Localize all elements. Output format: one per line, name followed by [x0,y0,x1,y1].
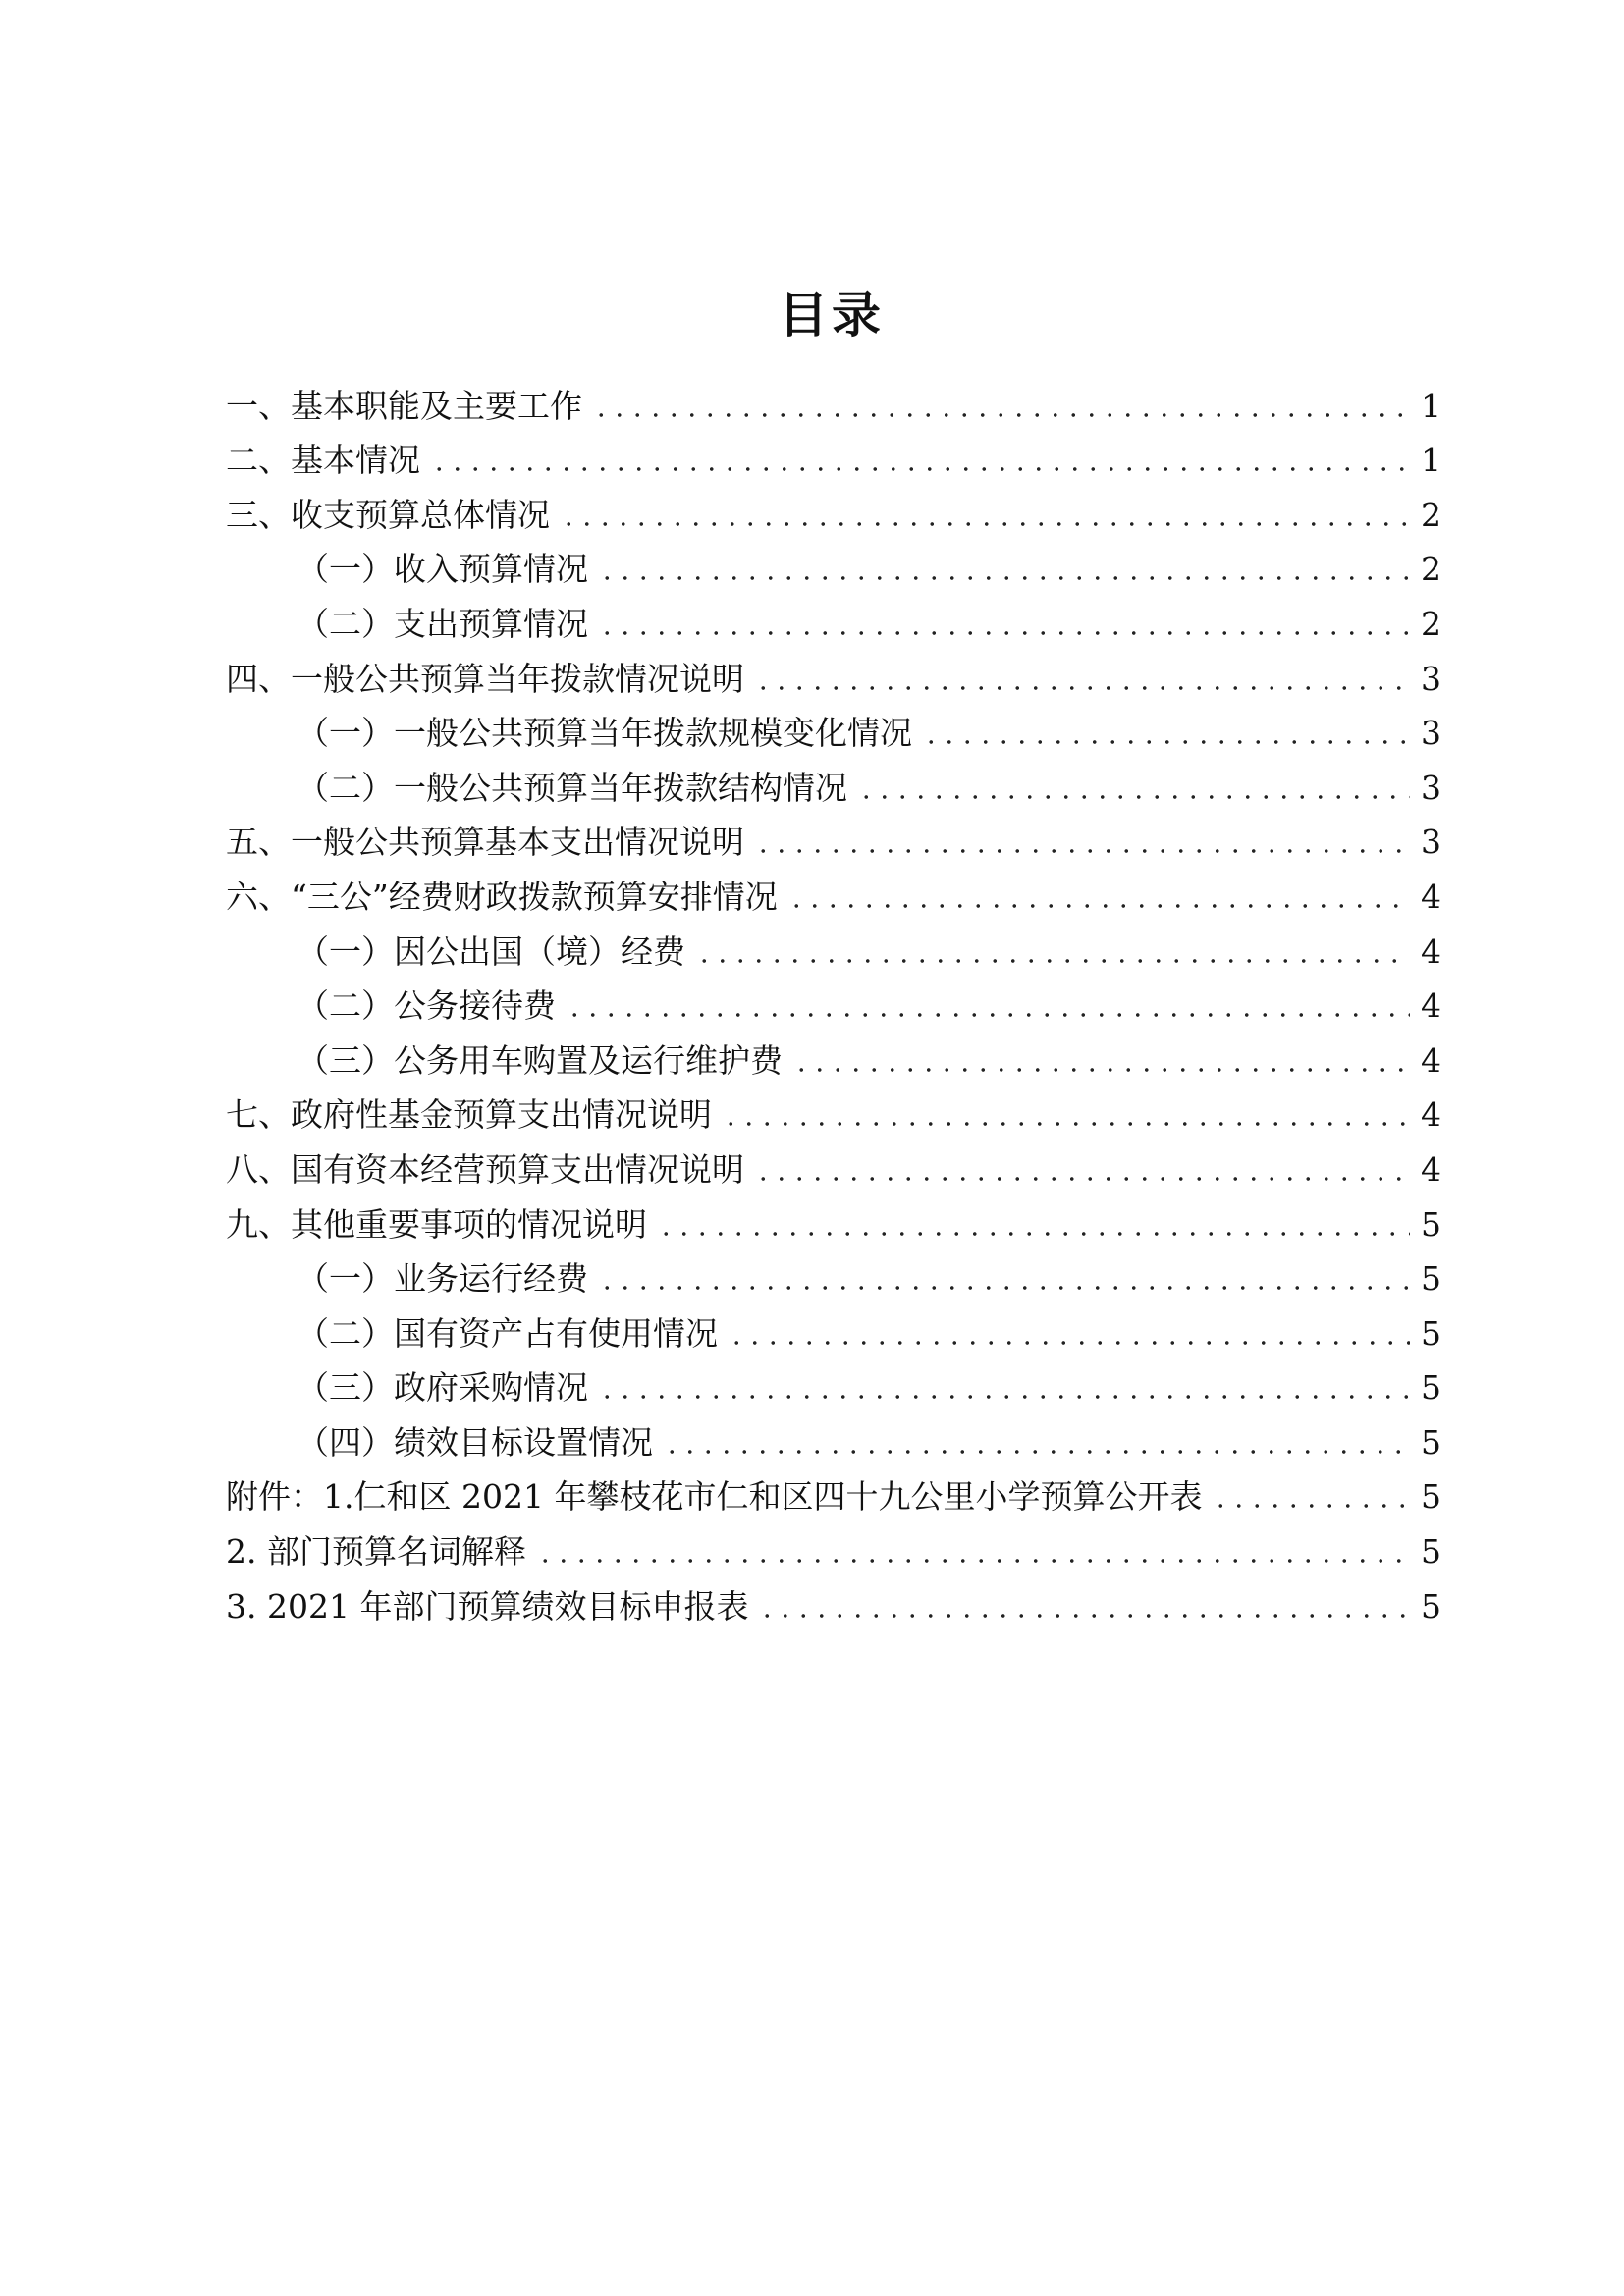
toc-entry-label: （四）绩效目标设置情况 [297,1422,653,1462]
toc-entry-page: 2 [1421,495,1441,534]
toc-entry[interactable] [226,426,1441,481]
toc-entry[interactable] [226,808,1441,863]
dot-leader [792,1067,1410,1073]
toc-subentry[interactable] [226,1299,1441,1354]
toc-subentry[interactable] [226,589,1441,644]
dot-leader [657,1231,1410,1237]
dot-leader [722,1121,1410,1127]
dot-leader [728,1340,1410,1346]
toc-entry-label: （三）政府采购情况 [297,1368,588,1408]
toc-entry-page: 1 [1421,386,1441,425]
toc-subentry[interactable] [226,972,1441,1027]
dot-leader [857,794,1410,800]
toc-subentry[interactable] [226,1408,1441,1463]
toc-entry-page: 3 [1421,768,1441,807]
toc-entry-page: 4 [1421,1149,1441,1189]
toc-entry-page: 5 [1421,1313,1441,1353]
dot-leader [922,739,1410,745]
toc-entry-page: 5 [1421,1422,1441,1462]
dot-leader [695,958,1410,964]
toc-list [226,371,1441,1627]
dot-leader [754,685,1410,691]
dot-leader [758,1613,1410,1619]
dot-leader [598,1394,1410,1400]
toc-entry-page: 5 [1421,1259,1441,1299]
dot-leader [787,903,1410,909]
dot-leader [1212,1503,1410,1509]
toc-entry-page: 2 [1421,604,1441,643]
toc-entry-label: 三、收支预算总体情况 [226,495,550,534]
toc-entry-label: 一、基本职能及主要工作 [226,386,582,425]
toc-entry[interactable] [226,371,1441,426]
toc-entry[interactable] [226,1190,1441,1245]
toc-entry-page: 4 [1421,1041,1441,1080]
toc-entry-page: 5 [1421,1477,1441,1517]
toc-entry[interactable] [226,1081,1441,1136]
toc-entry-label: （一）因公出国（境）经费 [297,932,685,971]
toc-entry-page: 4 [1421,932,1441,971]
dot-leader [536,1558,1410,1564]
dot-leader [598,630,1410,636]
dot-leader [560,521,1410,527]
toc-entry-page: 2 [1421,550,1441,589]
toc-subentry[interactable] [226,1245,1441,1300]
toc-subentry[interactable] [226,699,1441,754]
dot-leader [754,1176,1410,1182]
toc-entry-label: （二）公务接待费 [297,987,556,1026]
dot-leader [754,848,1410,854]
toc-entry-page: 5 [1421,1368,1441,1408]
toc-entry-label: （一）收入预算情况 [297,550,588,589]
toc-entry[interactable] [226,480,1441,535]
toc-entry[interactable] [226,1572,1441,1627]
toc-entry-label: （二）支出预算情况 [297,604,588,643]
toc-entry-page: 4 [1421,1095,1441,1135]
toc-entry[interactable] [226,1517,1441,1572]
toc-entry-page: 5 [1421,1204,1441,1244]
toc-entry-label: 3. 2021 年部门预算绩效目标申报表 [226,1586,749,1626]
toc-subentry[interactable] [226,753,1441,808]
toc-entry-page: 5 [1421,1586,1441,1626]
toc-entry-label: （三）公务用车购置及运行维护费 [297,1041,783,1080]
dot-leader [566,1012,1410,1018]
toc-entry-page: 5 [1421,1532,1441,1572]
toc-entry-page: 3 [1421,659,1441,698]
dot-leader [592,412,1410,418]
toc-entry-label: 四、一般公共预算当年拨款情况说明 [226,659,744,698]
toc-entry-label: （二）国有资产占有使用情况 [297,1313,718,1353]
dot-leader [430,466,1410,472]
toc-entry-label: 2. 部门预算名词解释 [226,1532,526,1572]
toc-entry[interactable] [226,644,1441,699]
toc-entry-label: 八、国有资本经营预算支出情况说明 [226,1149,744,1189]
toc-subentry[interactable] [226,535,1441,590]
toc-entry-label: 附件：1.仁和区 2021 年攀枝花市仁和区四十九公里小学预算公开表 [226,1477,1203,1517]
dot-leader [663,1449,1410,1455]
toc-entry-label: （一）业务运行经费 [297,1259,588,1299]
toc-entry-label: 五、一般公共预算基本支出情况说明 [226,823,744,862]
toc-entry[interactable] [226,1463,1441,1518]
toc-entry-label: （二）一般公共预算当年拨款结构情况 [297,768,847,807]
toc-entry-label: 二、基本情况 [226,441,420,480]
toc-entry-label: 九、其他重要事项的情况说明 [226,1204,647,1244]
toc-entry-label: 六、“三公”经费财政拨款预算安排情况 [226,877,778,916]
toc-subentry[interactable] [226,917,1441,972]
toc-entry-page: 3 [1421,823,1441,862]
toc-entry-label: （一）一般公共预算当年拨款规模变化情况 [297,714,912,753]
dot-leader [598,1285,1410,1291]
toc-subentry[interactable] [226,1354,1441,1409]
toc-entry-page: 4 [1421,987,1441,1026]
dot-leader [598,575,1410,581]
toc-entry[interactable] [226,862,1441,917]
toc-subentry[interactable] [226,1026,1441,1081]
toc-entry[interactable] [226,1135,1441,1190]
toc-entry-page: 1 [1421,441,1441,480]
toc-title: 目录 [779,287,885,344]
toc-entry-page: 4 [1421,877,1441,916]
toc-entry-page: 3 [1421,714,1441,753]
toc-entry-label: 七、政府性基金预算支出情况说明 [226,1095,712,1135]
